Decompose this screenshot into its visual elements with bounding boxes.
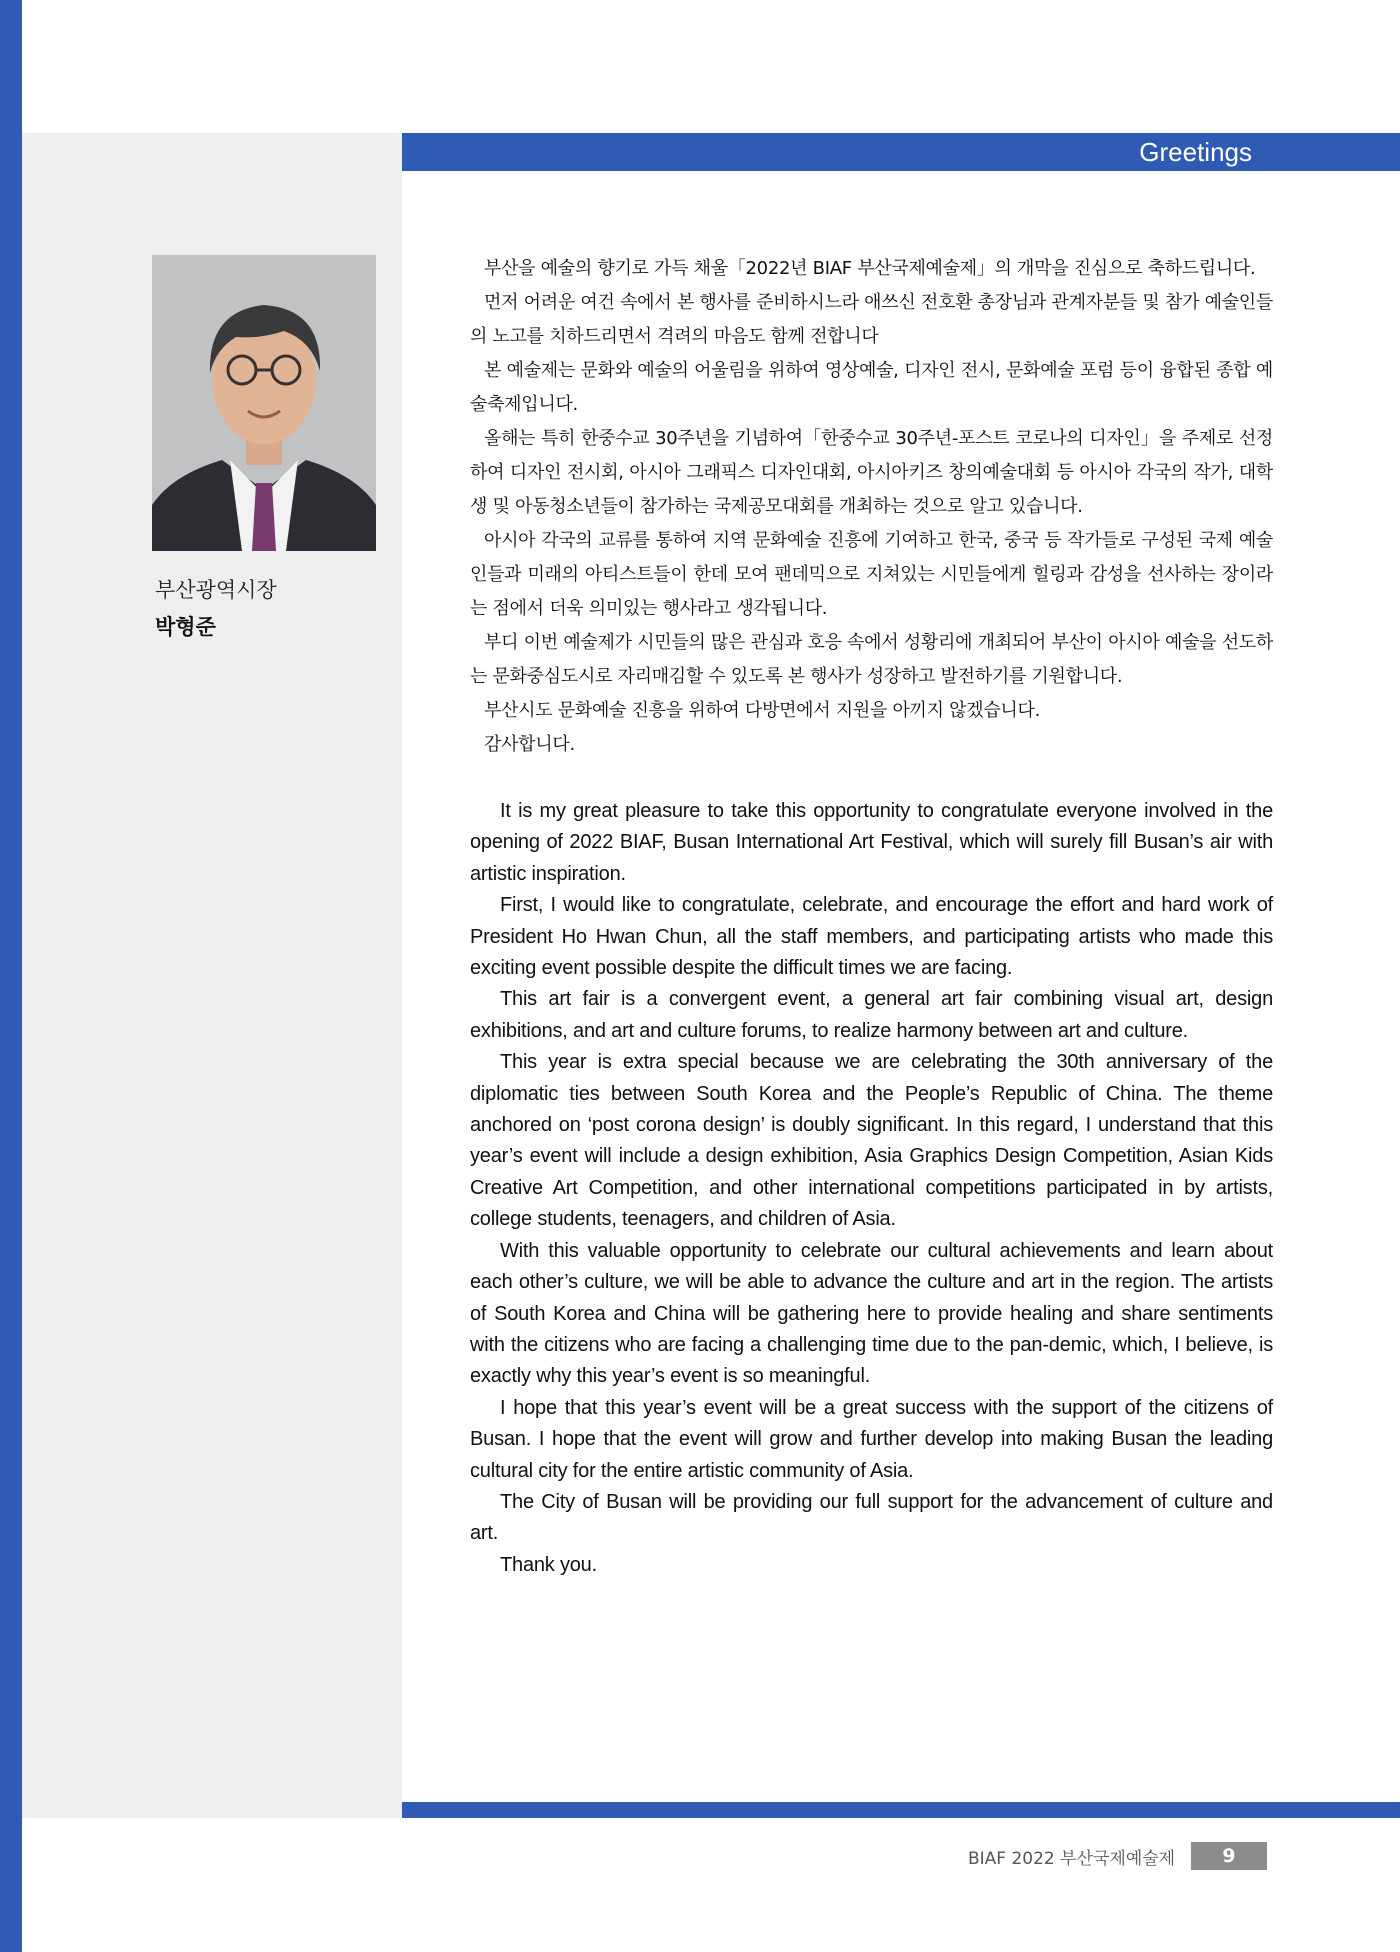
- footer-publication-label: BIAF 2022 부산국제예술제: [968, 1849, 1176, 1869]
- korean-paragraph: 감사합니다.: [484, 734, 575, 755]
- english-paragraph: This year is extra special because we are celebrating the 30th anniversary of the diplomatic ties between South Korea and the People’s Republic of China. The theme anchored on ‘post corona design’ is doubly significant. In this regard, I understand that this year’s event will include a design exhibition, Asia Graphics Design Competition, Asian Kids Creative Art Competition, and other international competitions participated in by artists, college students, teenagers, and children of Asia.: [470, 1051, 1273, 1231]
- greeting-body: [470, 252, 1273, 1581]
- english-paragraph: It is my great pleasure to take this opportunity to congratulate everyone involved in the opening of 2022 BIAF, Busan International Art Festival, which will surely fill Busan’s air with artistic inspiration.: [470, 800, 1273, 885]
- portrait-illustration: [152, 255, 376, 551]
- official-title: 부산광역시장: [155, 578, 277, 602]
- korean-paragraph: 올해는 특히 한중수교 30주년을 기념하여「한중수교 30주년-포스트 코로나의 디자인」을 주제로 선정하여 디자인 전시회, 아시아 그래픽스 디자인대회, 아시아키즈 창의예술대회 등 아시아 각국의 작가, 대학생 및 아동청소년들이 참가하는 국제공모대회를 개최하는 것으로 알고 있습니다.: [470, 428, 1273, 517]
- english-paragraph: Thank you.: [500, 1553, 597, 1576]
- korean-message: [470, 252, 1273, 762]
- english-paragraph: With this valuable opportunity to celebrate our cultural achievements and learn about each other’s culture, we will be able to advance the culture and art in the region. The artists of South Korea and China will be gathering here to provide healing and share sentiments with the citizens who are facing a challenging time due to the pan-demic, which, I believe, is exactly why this year’s event is so meaningful.: [470, 1239, 1273, 1388]
- section-header-band: [402, 133, 1400, 171]
- left-accent-bar: [0, 0, 22, 1952]
- korean-paragraph: 먼저 어려운 여건 속에서 본 행사를 준비하시느라 애쓰신 전호환 총장님과 관계자분들 및 참가 예술인들의 노고를 치하드리면서 격려의 마음도 함께 전합니다: [470, 292, 1273, 347]
- english-paragraph: First, I would like to congratulate, celebrate, and encourage the effort and hard work of President Ho Hwan Chun, all the staff members, and participating artists who made this exciting event possible despite the difficult times we are facing.: [470, 894, 1273, 980]
- english-message: [470, 796, 1273, 1581]
- official-name: 박형준: [155, 615, 216, 639]
- english-paragraph: This art fair is a convergent event, a general art fair combining visual art, design exhibitions, and art and culture forums, to realize harmony between art and culture.: [470, 988, 1273, 1042]
- page-number: 9: [1191, 1842, 1267, 1870]
- bottom-accent-band: [402, 1802, 1400, 1818]
- korean-paragraph: 부산을 예술의 향기로 가득 채울「2022년 BIAF 부산국제예술제」의 개막을 진심으로 축하드립니다.: [484, 258, 1256, 279]
- korean-paragraph: 아시아 각국의 교류를 통하여 지역 문화예술 진흥에 기여하고 한국, 중국 등 작가들로 구성된 국제 예술인들과 미래의 아티스트들이 한데 모여 팬데믹으로 지쳐있는 시민들에게 힐링과 감성을 선사하는 장이라는 점에서 더욱 의미있는 행사라고 생각됩니다.: [470, 530, 1273, 619]
- section-title: Greetings: [1139, 137, 1252, 167]
- english-paragraph: I hope that this year’s event will be a great success with the support of the citizens of Busan. I hope that the event will grow and further develop into making Busan the leading cultural city for the entire artistic community of Asia.: [470, 1396, 1273, 1482]
- korean-paragraph: 본 예술제는 문화와 예술의 어울림을 위하여 영상예술, 디자인 전시, 문화예술 포럼 등이 융합된 종합 예술축제입니다.: [470, 360, 1273, 415]
- korean-paragraph: 부디 이번 예술제가 시민들의 많은 관심과 호응 속에서 성황리에 개최되어 부산이 아시아 예술을 선도하는 문화중심도시로 자리매김할 수 있도록 본 행사가 성장하고 발전하기를 기원합니다.: [470, 632, 1273, 687]
- korean-paragraph: 부산시도 문화예술 진흥을 위하여 다방면에서 지원을 아끼지 않겠습니다.: [484, 700, 1041, 721]
- portrait-photo: [152, 255, 376, 551]
- english-paragraph: The City of Busan will be providing our full support for the advancement of culture and art.: [470, 1490, 1273, 1545]
